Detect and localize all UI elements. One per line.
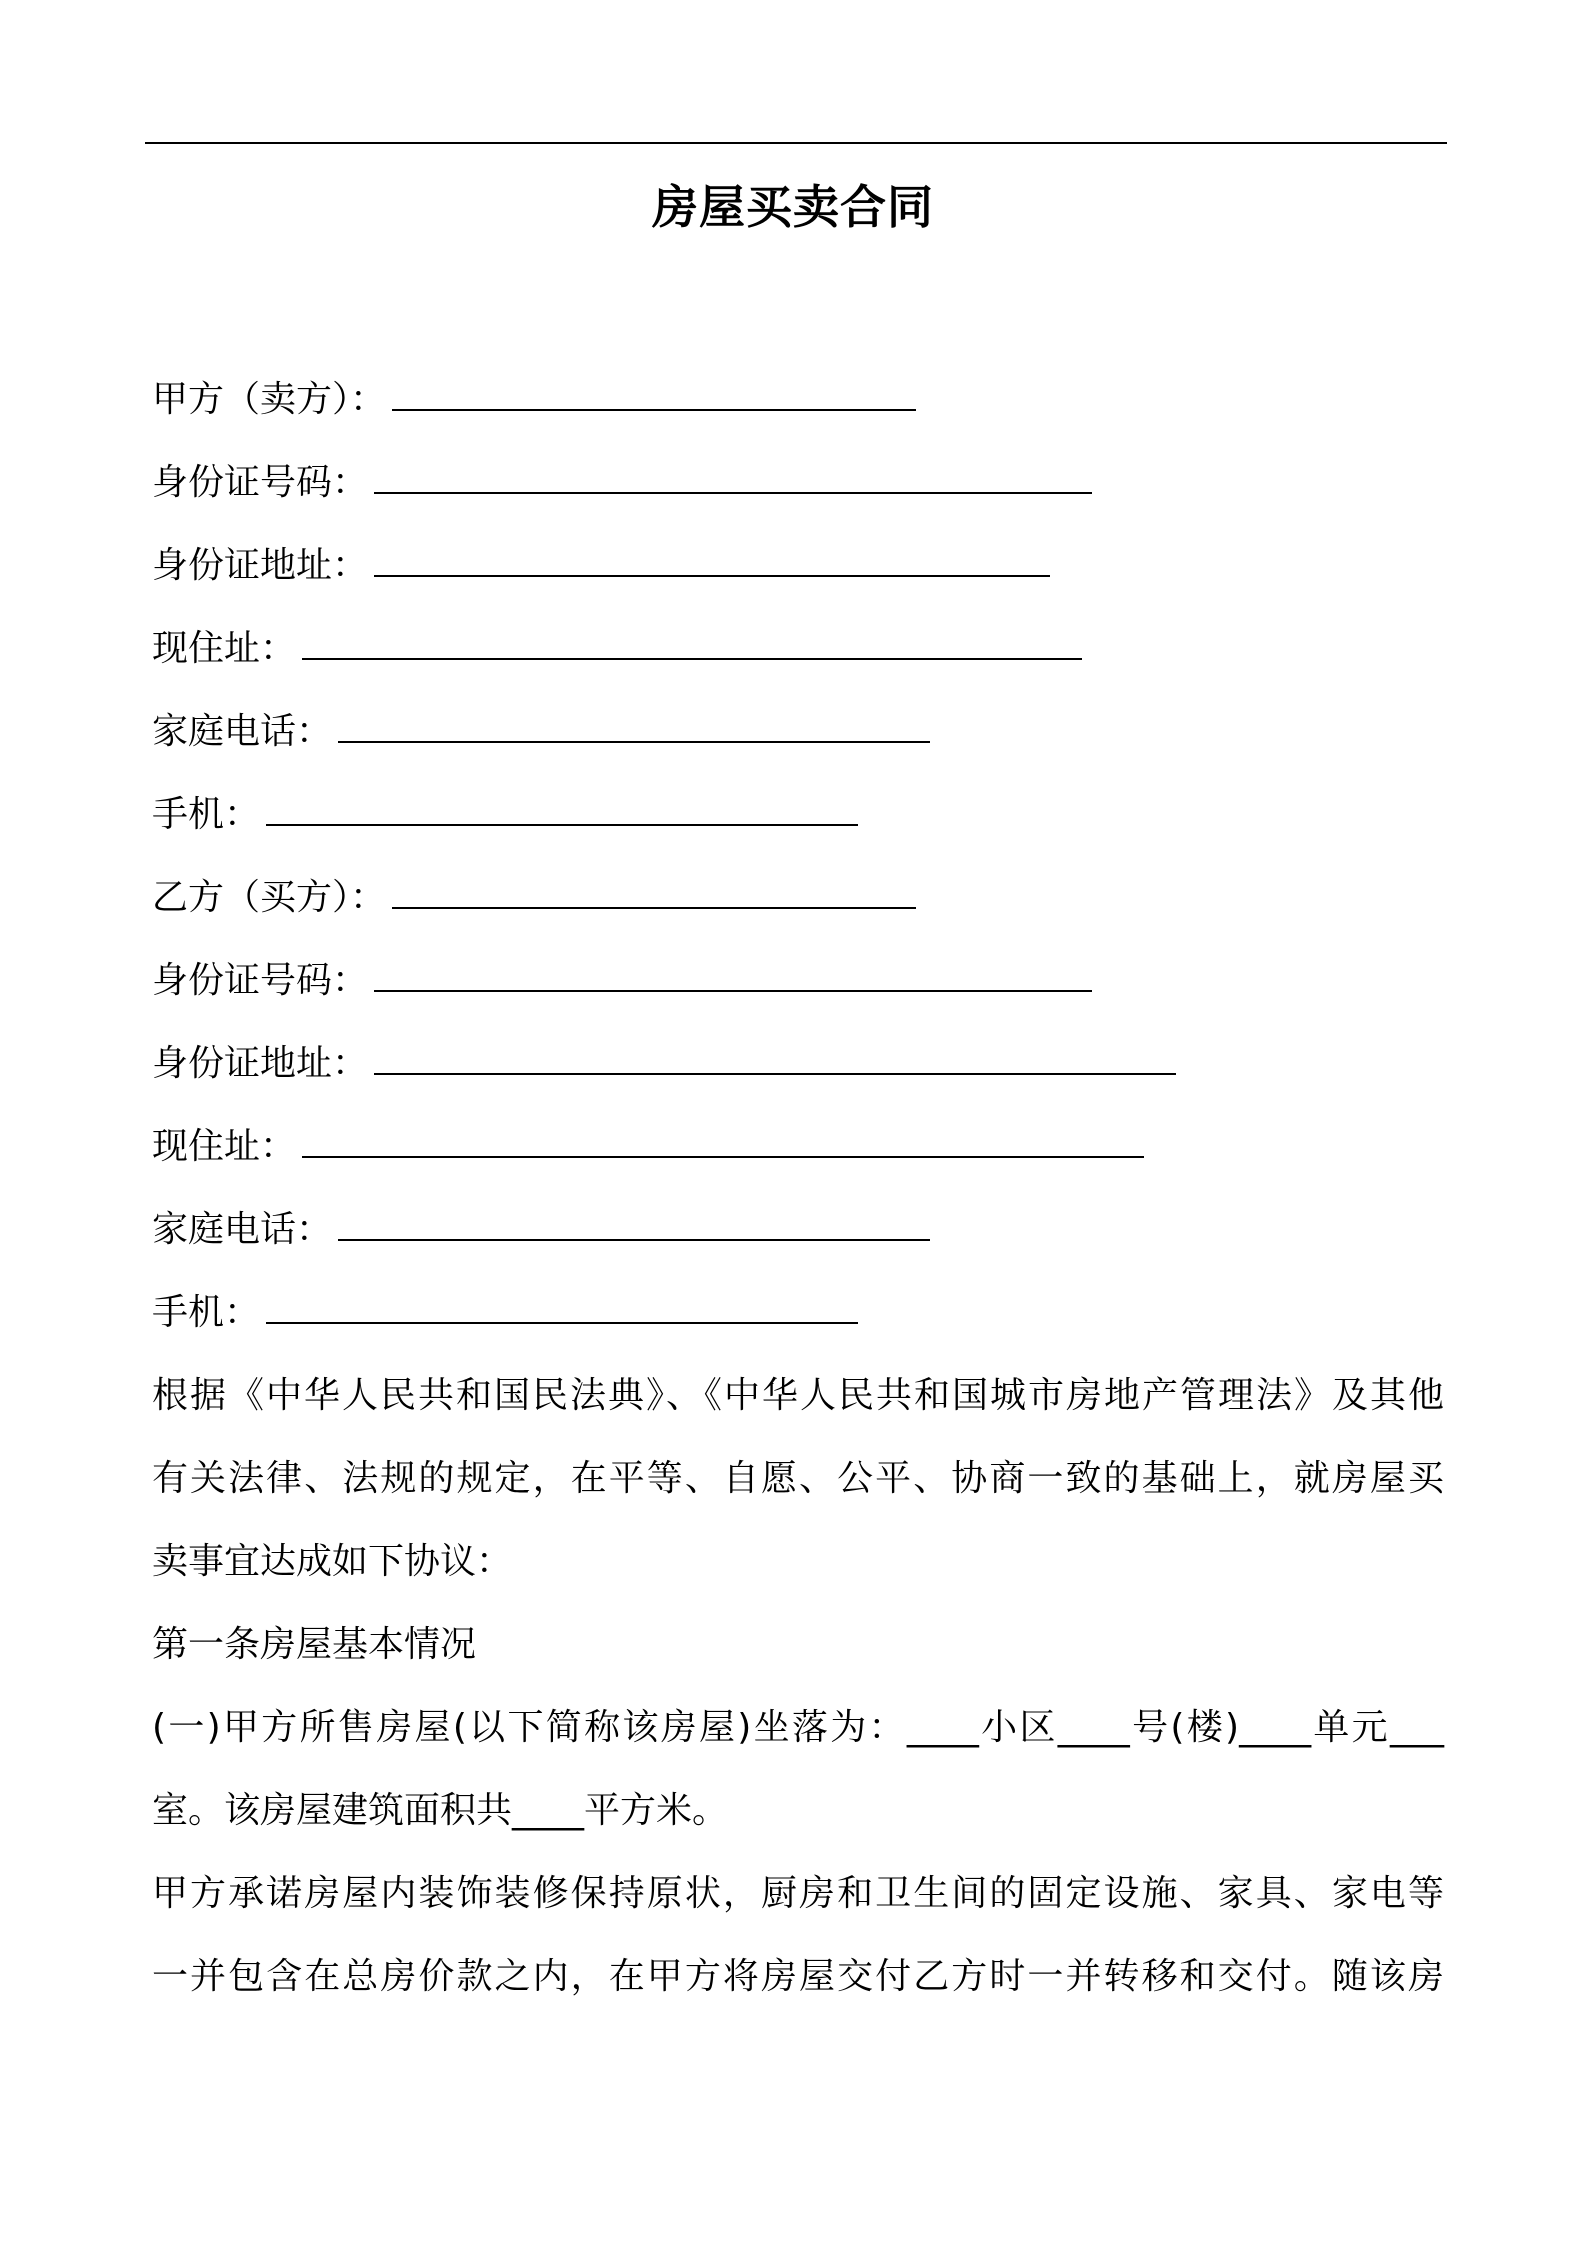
party-a-id-address-label: 身份证地址： [152,545,369,586]
party-a-name-label: 甲方（卖方）： [152,379,387,420]
party-b-name-field [152,871,916,925]
party-b-id-address-field [152,1037,1176,1091]
header-rule [145,142,1447,144]
furnishing-line: 一并包含在总房价款之内，在甲方将房屋交付乙方时一并转移和交付。随该房 [152,1956,1444,1997]
party-b-current-address-blank [302,1122,1144,1158]
party-b-mobile-label: 手机： [152,1292,261,1333]
party-a-id-number-label: 身份证号码： [152,462,369,503]
party-a-home-phone-label: 家庭电话： [152,711,333,752]
party-b-name-label: 乙方（买方）： [152,877,387,918]
party-a-mobile-blank [266,790,858,826]
party-b-name-blank [392,873,916,909]
document-title: 房屋买卖合同 [652,180,934,234]
party-a-mobile-field [152,788,858,842]
party-a-current-address-field [152,622,1082,676]
party-a-name-blank [392,375,916,411]
party-b-id-number-blank [374,956,1092,992]
party-b-home-phone-blank [338,1205,930,1241]
party-b-home-phone-field [152,1203,930,1257]
party-b-mobile-field [152,1286,858,1340]
party-a-id-number-field [152,456,1092,510]
party-a-current-address-blank [302,624,1082,660]
party-b-current-address-field [152,1120,1144,1174]
party-a-current-address-label: 现住址： [152,628,297,669]
party-a-id-address-field [152,539,1050,593]
party-a-id-address-blank [374,541,1050,577]
clause-1-line: 室。该房屋建筑面积共____平方米。 [152,1790,729,1831]
preamble-line: 有关法律、法规的规定，在平等、自愿、公平、协商一致的基础上，就房屋买 [152,1458,1444,1499]
party-b-id-address-label: 身份证地址： [152,1043,369,1084]
party-a-id-number-blank [374,458,1092,494]
article-1-heading: 第一条房屋基本情况 [152,1624,477,1665]
party-a-name-field [152,373,916,427]
party-a-mobile-label: 手机： [152,794,261,835]
party-b-id-address-blank [374,1039,1176,1075]
preamble-line: 卖事宜达成如下协议： [152,1541,513,1582]
clause-1-line: (一)甲方所售房屋(以下简称该房屋)坐落为：____小区____号(楼)____单元___ [152,1707,1444,1748]
party-b-mobile-blank [266,1288,858,1324]
party-a-home-phone-blank [338,707,930,743]
party-b-home-phone-label: 家庭电话： [152,1209,333,1250]
party-b-id-number-field [152,954,1092,1008]
party-a-home-phone-field [152,705,930,759]
preamble-line: 根据《中华人民共和国民法典》、《中华人民共和国城市房地产管理法》及其他 [152,1375,1444,1416]
furnishing-line: 甲方承诺房屋内装饰装修保持原状，厨房和卫生间的固定设施、家具、家电等 [152,1873,1444,1914]
party-b-id-number-label: 身份证号码： [152,960,369,1001]
party-b-current-address-label: 现住址： [152,1126,297,1167]
